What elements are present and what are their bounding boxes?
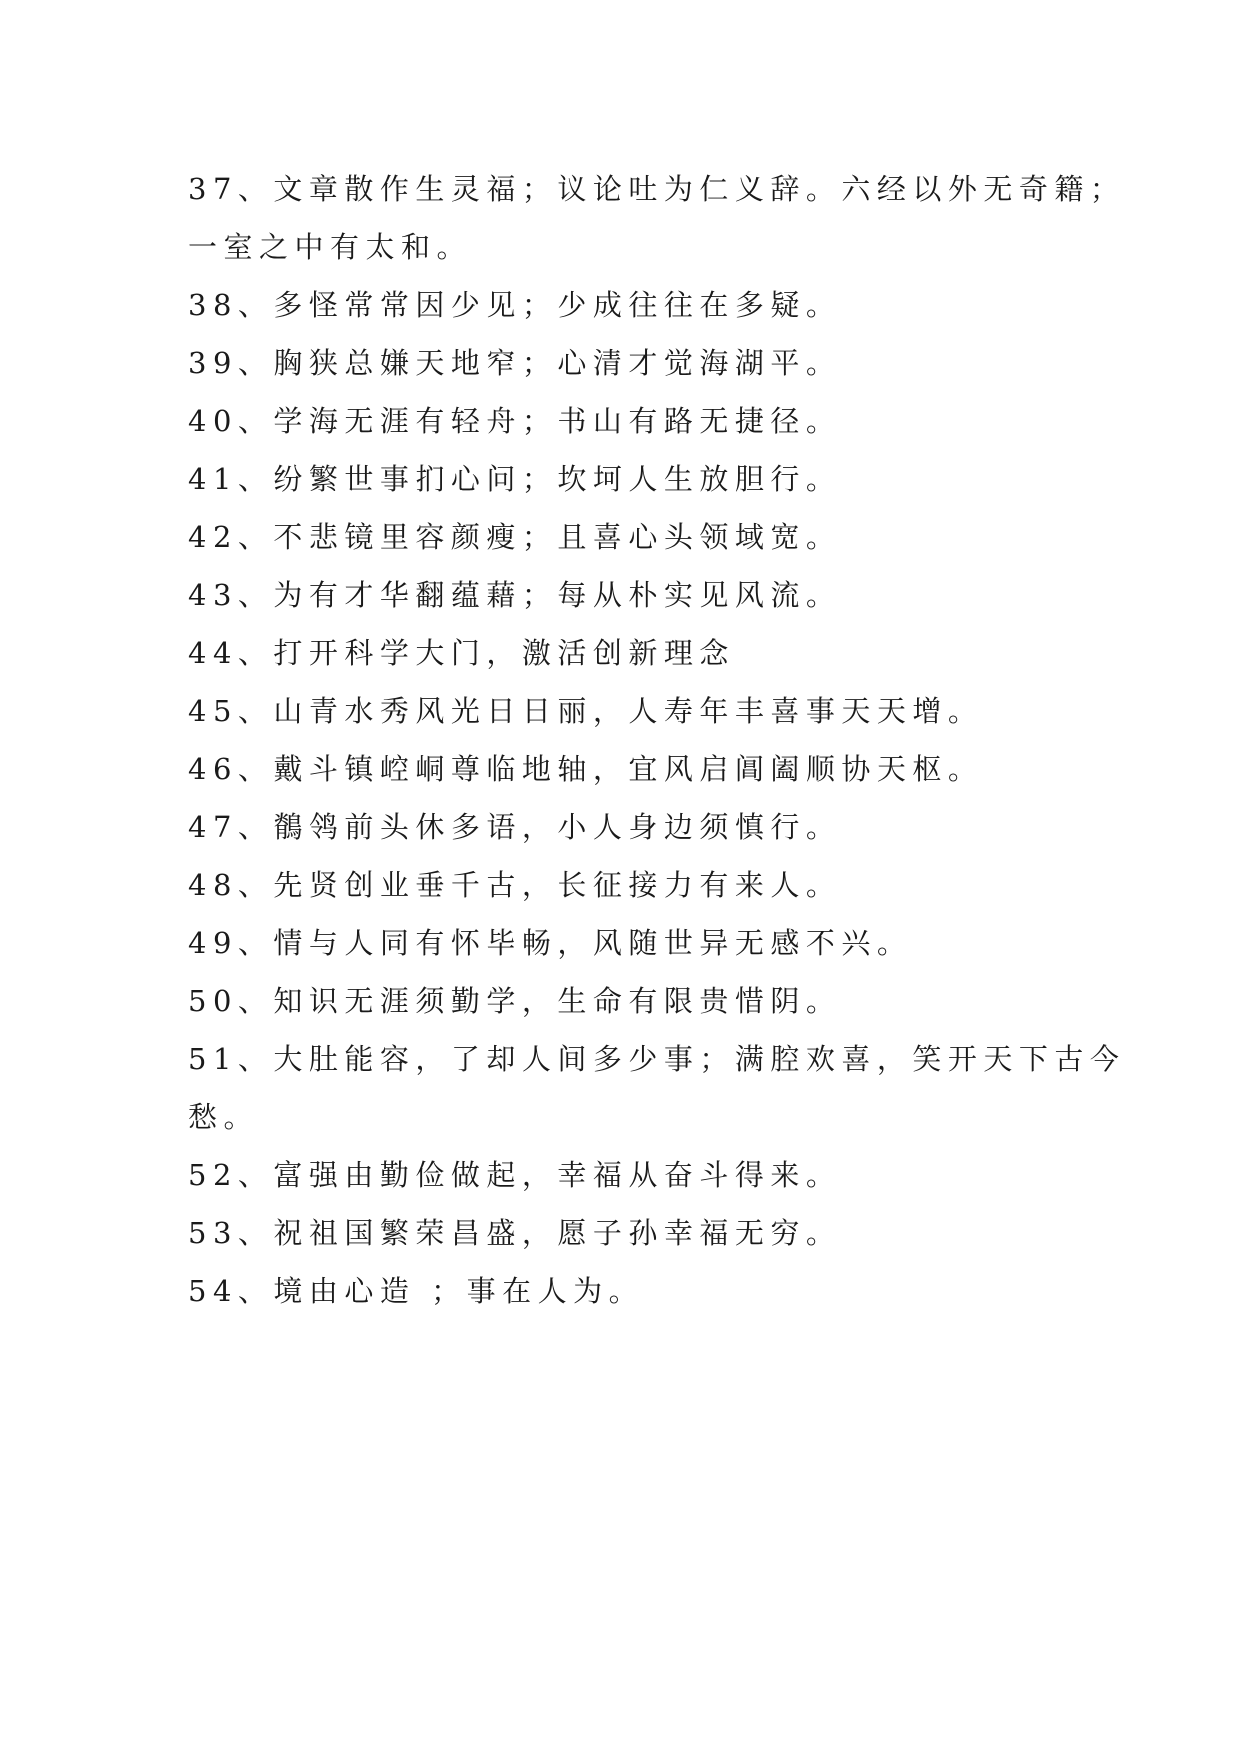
text-line: 愁。 [188,1100,260,1134]
text-line: 50、知识无涯须勤学，生命有限贵惜阴。 [188,984,842,1018]
text-line: 40、学海无涯有轻舟；书山有路无捷径。 [188,404,842,438]
text-line: 48、先贤创业垂千古，长征接力有来人。 [188,868,842,902]
text-line: 53、祝祖国繁荣昌盛，愿子孙幸福无穷。 [188,1216,842,1250]
text-line: 49、情与人同有怀毕畅，风随世异无感不兴。 [188,926,913,960]
text-line: 52、富强由勤俭做起，幸福从奋斗得来。 [188,1158,842,1192]
text-line: 47、鶺鸰前头休多语，小人身边须慎行。 [188,810,842,844]
text-line: 51、大肚能容，了却人间多少事；满腔欢喜，笑开天下古今 [188,1042,1126,1076]
text-line: 54、境由心造 ；事在人为。 [188,1274,645,1308]
couplet-list [188,160,1126,1320]
text-line: 43、为有才华翻蕴藉；每从朴实见风流。 [188,578,842,612]
text-line: 45、山青水秀风光日日丽，人寿年丰喜事天天增。 [188,694,984,728]
text-line: 38、多怪常常因少见；少成往往在多疑。 [188,288,842,322]
text-line: 42、不悲镜里容颜瘦；且喜心头领域宽。 [188,520,842,554]
text-line: 46、戴斗镇崆峒尊临地轴，宜风启阊阖顺协天枢。 [188,752,984,786]
text-line: 41、纷繁世事扪心问；坎坷人生放胆行。 [188,462,842,496]
text-line: 39、胸狭总嫌天地窄；心清才觉海湖平。 [188,346,842,380]
text-line: 44、打开科学大门，激活创新理念 [188,636,735,670]
text-line: 37、文章散作生灵福；议论吐为仁义辞。六经以外无奇籍； [188,172,1126,206]
text-line: 一室之中有太和。 [188,230,473,264]
